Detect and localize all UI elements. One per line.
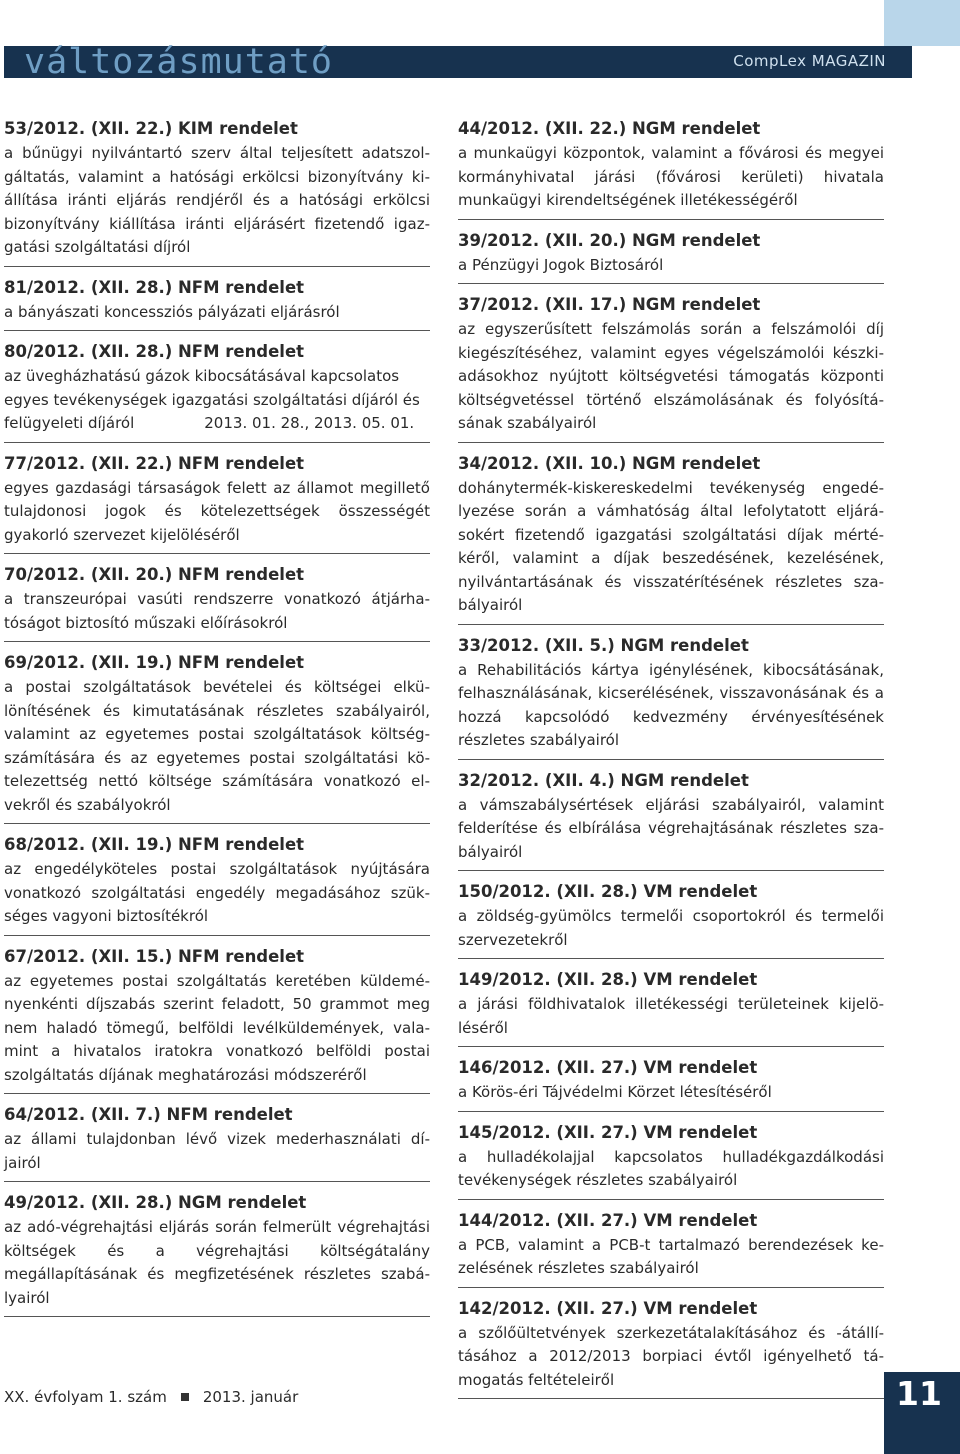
regulation-description-text: az adó-végrehajtási eljárás során felmerült végrehajtási költségek és a végrehajtási költségátalány megállapításának és megfizetésének részletes szabályairól <box>4 1218 430 1307</box>
page-number-box <box>884 1372 960 1454</box>
regulation-description <box>458 1234 884 1281</box>
regulation-entry <box>458 881 884 959</box>
regulation-title: 69/2012. (XII. 19.) NFM rendelet <box>4 653 305 672</box>
regulation-description <box>458 1146 884 1193</box>
regulation-description-text: egyes gazdasági társaságok felett az államot megillető tulajdonosi jogok és kötelezettségek összességét gyakorló szervezet kijelöléséről <box>4 478 430 544</box>
regulation-description <box>458 1322 884 1393</box>
regulation-description <box>458 993 884 1040</box>
regulation-entry <box>4 341 430 443</box>
regulation-description-text: az engedélyköteles postai szolgáltatások nyújtására vonatkozó szolgáltatási engedély megadásához szükséges vagyoni biztosítékról <box>4 860 430 925</box>
regulation-title: 53/2012. (XII. 22.) KIM rendelet <box>4 119 298 138</box>
regulation-title: 146/2012. (XII. 27.) VM rendelet <box>458 1058 758 1077</box>
section-title: változásmutató <box>24 42 334 82</box>
regulation-title: 44/2012. (XII. 22.) NGM rendelet <box>458 119 761 138</box>
regulation-entry <box>4 652 430 824</box>
regulation-description-text: a PCB, valamint a PCB-t tartalmazó berendezések kezelésének részletes szabályairól <box>458 1235 884 1277</box>
regulation-description-text: a szőlőültetvények szerkezetátalakításához és -átállításához a 2012/2013 borpiaci évtől igényelhető támogatás feltételeiről <box>458 1323 884 1389</box>
regulation-description <box>4 676 430 817</box>
regulation-description <box>458 477 884 618</box>
regulation-description-text: a járási földhivatalok illetékességi területeinek kijelöléséről <box>458 995 884 1037</box>
regulation-description <box>4 477 430 548</box>
regulation-description-text: az állami tulajdonban lévő vizek mederhasználati díjairól <box>4 1130 430 1172</box>
corner-tab-decoration <box>884 0 960 46</box>
regulation-title: 77/2012. (XII. 22.) NFM rendelet <box>4 453 305 473</box>
regulation-description-text: a Rehabilitációs kártya igénylésének, kibocsátásának, felhasználásának, kicserélésének, visszavonásának és a hozzá kapcsolódó kedvezmény érvényesítésének részletes szabályairól <box>458 660 884 749</box>
page-number: 11 <box>896 1374 942 1413</box>
regulation-entry <box>458 453 884 625</box>
regulation-entry <box>458 294 884 443</box>
regulation-description-text: a hulladékolajjal kapcsolatos hulladékgazdálkodási tevékenységek részletes szabályairól <box>458 1147 884 1189</box>
right-column <box>458 118 884 1409</box>
regulation-entry <box>458 1057 884 1112</box>
regulation-description-text: a transzeurópai vasúti rendszerre vonatkozó átjárhatóságot biztosító műszaki előírásokról <box>4 590 430 632</box>
regulation-description <box>4 301 430 325</box>
regulation-description <box>458 659 884 753</box>
regulation-description <box>4 365 430 436</box>
footer <box>4 1388 298 1406</box>
regulation-description-text: a vámszabálysértések eljárási szabályairól, valamint felderítése és elbírálása végrehajtásának részletes szabályairól <box>458 795 884 861</box>
regulation-title: 145/2012. (XII. 27.) VM rendelet <box>458 1122 758 1142</box>
section-header <box>4 42 912 82</box>
regulation-entry <box>458 770 884 872</box>
regulation-description-text: a zöldség-gyümölcs termelői csoportokról és termelői szervezetekről <box>458 907 884 949</box>
regulation-entry <box>458 1122 884 1200</box>
regulation-description-text: a Körös-éri Tájvédelmi Körzet létesítéséről <box>458 1083 772 1101</box>
regulation-description-text: a bányászati koncessziós pályázati eljárásról <box>4 302 340 321</box>
regulation-entry <box>4 946 430 1095</box>
regulation-title: 81/2012. (XII. 28.) NFM rendelet <box>4 277 305 297</box>
regulation-entry <box>4 118 430 267</box>
regulation-entry <box>458 969 884 1047</box>
regulation-title: 33/2012. (XII. 5.) NGM rendelet <box>458 635 749 655</box>
regulation-entry <box>4 834 430 936</box>
regulation-entry <box>458 1298 884 1400</box>
regulation-title: 149/2012. (XII. 28.) VM rendelet <box>458 970 758 989</box>
footer-separator-square <box>181 1393 189 1401</box>
regulation-title: 67/2012. (XII. 15.) NFM rendelet <box>4 946 305 966</box>
regulation-description <box>458 318 884 436</box>
regulation-entry <box>458 1210 884 1288</box>
regulation-description-text: dohánytermék-kiskereskedelmi tevékenység engedélyezése során a vámhatóság által lefolytatott eljárásokért fizetendő igazgatási szolgáltatási díjak mértékéről, valamint a díjak beszedésének, kezelésének, nyilvántartásának és visszatérítésének részletes szabályairól <box>458 478 884 614</box>
regulation-description <box>458 794 884 865</box>
regulation-description <box>458 1081 884 1105</box>
regulation-title: 64/2012. (XII. 7.) NFM rendelet <box>4 1105 293 1124</box>
regulation-description <box>458 142 884 213</box>
footer-issue: XX. évfolyam 1. szám <box>4 1388 167 1406</box>
regulation-description <box>458 254 884 278</box>
magazine-name: CompLex MAGAZIN <box>733 52 886 70</box>
regulation-description <box>4 1216 430 1310</box>
regulation-description <box>458 905 884 952</box>
regulation-entry <box>458 635 884 760</box>
regulation-title: 37/2012. (XII. 17.) NGM rendelet <box>458 295 761 314</box>
regulation-title: 32/2012. (XII. 4.) NGM rendelet <box>458 770 749 790</box>
regulation-description <box>4 142 430 260</box>
regulation-entry <box>4 453 430 555</box>
regulation-entry <box>4 1192 430 1317</box>
regulation-description <box>4 858 430 929</box>
left-column <box>4 118 430 1327</box>
regulation-description <box>4 588 430 635</box>
regulation-description-text: a bűnügyi nyilvántartó szerv által teljesített adatszolgáltatás, valamint a hatósági erkölcsi bizonyítvány kiállítása iránti eljárás rendjéről és a hatósági erkölcsi bizonyítvány kiállítása iránti eljárásért fizetendő igazgatási szolgáltatási díjról <box>4 144 430 256</box>
regulation-title: 144/2012. (XII. 27.) VM rendelet <box>458 1210 758 1230</box>
footer-date: 2013. január <box>202 1388 299 1406</box>
regulation-title: 34/2012. (XII. 10.) NGM rendelet <box>458 453 761 473</box>
regulation-title: 150/2012. (XII. 28.) VM rendelet <box>458 882 758 901</box>
regulation-entry <box>458 118 884 220</box>
regulation-description <box>4 970 430 1088</box>
regulation-description-text: az üvegházhatású gázok kibocsátásával kapcsolatos egyes tevékenységek igazgatási szolgáltatási díjáról és felügyeleti díjáról <box>4 367 420 432</box>
regulation-title: 80/2012. (XII. 28.) NFM rendelet <box>4 342 305 361</box>
regulation-description-text: a munkaügyi központok, valamint a fővárosi és megyei kormányhivatal járási (fővárosi kerületi) hivatala munkaügyi kirendeltségének illetékességéről <box>458 144 884 209</box>
regulation-description <box>4 1128 430 1175</box>
regulation-title: 49/2012. (XII. 28.) NGM rendelet <box>4 1193 307 1212</box>
regulation-entry <box>4 277 430 332</box>
regulation-description-text: a Pénzügyi Jogok Biztosáról <box>458 255 664 274</box>
regulation-description-text: a postai szolgáltatások bevételei és költségei elkülönítésének és kimutatásának részletes szabályairól, valamint az egyetemes postai szolgáltatások költségszámítására és az egyetemes postai szolgáltatási kötelezettség nettó költsége számítására vonatkozó elvekről és szabályokról <box>4 678 430 814</box>
regulation-effective-dates: 2013. 01. 28., 2013. 05. 01. <box>204 414 415 432</box>
regulation-entry <box>458 230 884 285</box>
regulation-title: 142/2012. (XII. 27.) VM rendelet <box>458 1298 758 1318</box>
regulation-title: 70/2012. (XII. 20.) NFM rendelet <box>4 565 305 584</box>
regulation-description-text: az egyszerűsített felszámolás során a felszámolói díj kiegészítéséhez, valamint egyes végelszámolói készkiadásokhoz nyújtott költségvetési támogatás központi költségvetéssel történő elszámolásának és folyósításának szabályairól <box>458 320 884 432</box>
regulation-entry <box>4 564 430 642</box>
regulation-title: 68/2012. (XII. 19.) NFM rendelet <box>4 835 305 854</box>
regulation-entry <box>4 1104 430 1182</box>
regulation-description-text: az egyetemes postai szolgáltatás keretében küldeményenkénti díjszabás szerint feladott, 50 grammot meg nem haladó tömegű, belföldi levélküldemények, valamint a hivatalos iratokra vonatkozó belföldi postai szolgáltatás díjának meghatározási módszeréről <box>4 971 430 1084</box>
regulation-title: 39/2012. (XII. 20.) NGM rendelet <box>458 230 761 250</box>
